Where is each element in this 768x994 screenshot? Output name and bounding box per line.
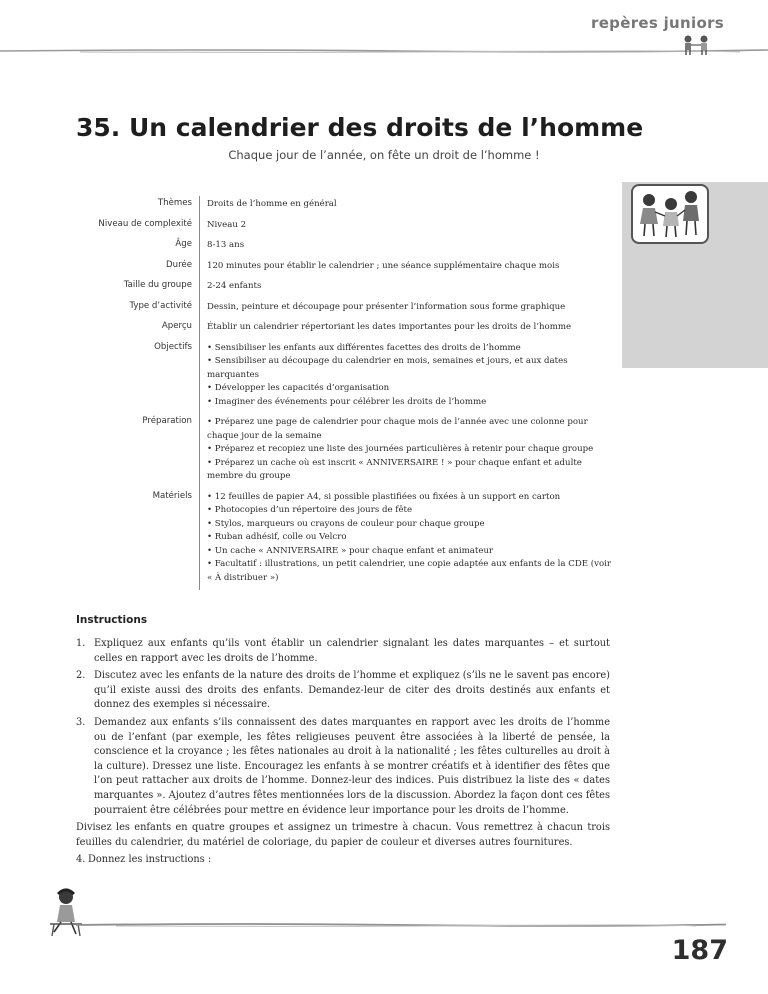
info-value-line: Niveau 2: [207, 219, 247, 230]
info-value-line: • Développer les capacités d’organisation: [207, 383, 390, 393]
activity-info-table: [76, 196, 616, 590]
info-value-line: • Imaginer des événements pour célébrer les droits de l’homme: [207, 396, 487, 407]
instruction-paragraph: Divisez les enfants en quatre groupes et assignez un trimestre à chacun. Vous remettrez à chacun trois feuilles du calendrier, du matériel de coloriage, du papier de couleur et diverses autres fournitures.: [76, 822, 610, 848]
info-value: [200, 217, 617, 238]
info-row: [76, 217, 616, 238]
instruction-number: 3.: [76, 716, 86, 728]
info-value-line: Établir un calendrier répertoriant les dates importantes pour les droits de l’homme: [207, 322, 572, 332]
page-subtitle: Chaque jour de l’année, on fête un droit de l’homme !: [228, 148, 540, 162]
info-row: [76, 340, 616, 415]
girl-sitting-icon: [46, 888, 90, 938]
info-value-line: • Sensibiliser les enfants aux différentes facettes des droits de l’homme: [207, 342, 521, 353]
instruction-text: Discutez avec les enfants de la nature des droits de l’homme et expliquez (s’ils ne le savent pas encore) qu’il existe aussi des droits des enfants. Demandez-leur de citer des droits destinés aux enfants et donnez des exemples si nécessaire.: [94, 670, 610, 711]
info-value-line: • Photocopies d’un répertoire des jours de fête: [207, 505, 413, 515]
sidebar-icon-box: [631, 184, 709, 244]
instruction-item: [76, 853, 610, 868]
info-value: [200, 414, 617, 489]
instructions-heading: Instructions: [76, 614, 148, 626]
info-value-line: 2-24 enfants: [207, 281, 262, 291]
instruction-text: Expliquez aux enfants qu’ils vont établir un calendrier signalant les dates marquantes – et surtout celles en rapport avec les droits de l’homme.: [94, 638, 610, 664]
info-value: [200, 319, 617, 340]
children-playing-icon: [633, 186, 707, 242]
info-label: Type d’activité: [76, 299, 200, 320]
instruction-item: [76, 637, 610, 666]
info-row: [76, 299, 616, 320]
info-value: [200, 196, 617, 217]
instruction-item: [76, 669, 610, 713]
instructions: [76, 637, 610, 871]
instruction-number: 4.: [76, 854, 86, 866]
info-value-line: Dessin, peinture et découpage pour présenter l’information sous forme graphique: [207, 301, 566, 312]
info-value-line: • Facultatif : illustrations, un petit calendrier, une copie adaptée aux enfants de la CDE (voir « À distribuer »): [207, 559, 611, 583]
instruction-number: 1.: [76, 638, 86, 649]
info-value-line: • Préparez une page de calendrier pour chaque mois de l’année avec une colonne pour chaque jour de la semaine: [207, 417, 588, 441]
info-value-line: • Ruban adhésif, colle ou Velcro: [207, 532, 347, 542]
info-label: Objectifs: [76, 340, 200, 415]
footer-brush-line: [76, 922, 726, 928]
info-value-line: • Sensibiliser au découpage du calendrier en mois, semaines et jours, et aux dates marquantes: [207, 356, 568, 380]
info-value-line: Droits de l’homme en général: [207, 199, 337, 209]
instruction-item: [76, 716, 610, 818]
info-label: Thèmes: [76, 196, 200, 217]
info-value: [200, 258, 617, 279]
info-value-line: • Préparez un cache où est inscrit « ANNIVERSAIRE ! » pour chaque enfant et adulte membre du groupe: [207, 457, 582, 481]
info-label: Préparation: [76, 414, 200, 489]
info-value-line: • Préparez et recopiez une liste des journées particulières à retenir pour chaque groupe: [207, 444, 594, 454]
info-label: Âge: [76, 237, 200, 258]
info-label: Taille du groupe: [76, 278, 200, 299]
page-title: 35. Un calendrier des droits de l’homme: [76, 113, 644, 142]
info-row: [76, 237, 616, 258]
info-label: Aperçu: [76, 319, 200, 340]
brand: [591, 14, 724, 56]
info-row: [76, 319, 616, 340]
children-icon: [680, 34, 714, 56]
info-row: [76, 414, 616, 489]
info-value-line: • Un cache « ANNIVERSAIRE » pour chaque enfant et animateur: [207, 545, 494, 556]
info-row: [76, 196, 616, 217]
instruction-text: Donnez les instructions :: [88, 854, 212, 866]
info-row: [76, 258, 616, 279]
info-value: [200, 278, 617, 299]
info-label: Matériels: [76, 489, 200, 591]
info-label: Durée: [76, 258, 200, 279]
info-value: [200, 340, 617, 415]
info-label: Niveau de complexité: [76, 217, 200, 238]
info-row: [76, 489, 616, 591]
info-value: [200, 237, 617, 258]
info-value-line: 120 minutes pour établir le calendrier ; une séance supplémentaire chaque mois: [207, 260, 560, 271]
info-value-line: • 12 feuilles de papier A4, si possible plastifiées ou fixées à un support en carton: [207, 491, 561, 502]
info-value: [200, 489, 617, 591]
instruction-number: 2.: [76, 670, 86, 682]
info-value-line: 8-13 ans: [207, 240, 245, 250]
info-value-line: • Stylos, marqueurs ou crayons de couleur pour chaque groupe: [207, 518, 485, 529]
brand-text: repères juniors: [591, 14, 724, 32]
info-value: [200, 299, 617, 320]
info-row: [76, 278, 616, 299]
instruction-text: Demandez aux enfants s’ils connaissent des dates marquantes en rapport avec les droits de l’homme ou de l’enfant (par exemple, les fêtes religieuses peuvent être associées à la liberté de pensée, la conscience et la croyance ; les fêtes nationales au droit à la nationalité ; les fêtes culturelles au droit à la culture). Dressez une liste. Encouragez les enfants à se montrer créatifs et à identifier des fêtes que l’on peut rattacher aux droits de l’homme. Donnez-leur des indices. Puis distribuez la liste des « dates marquantes ». Ajoutez d’autres fêtes mentionnées lors de la discussion. Abordez la façon dont ces fêtes pourraient être célébrées pour mettre en évidence leur importance pour les droits de l’homme.: [94, 716, 610, 816]
page-number: 187: [671, 935, 728, 966]
